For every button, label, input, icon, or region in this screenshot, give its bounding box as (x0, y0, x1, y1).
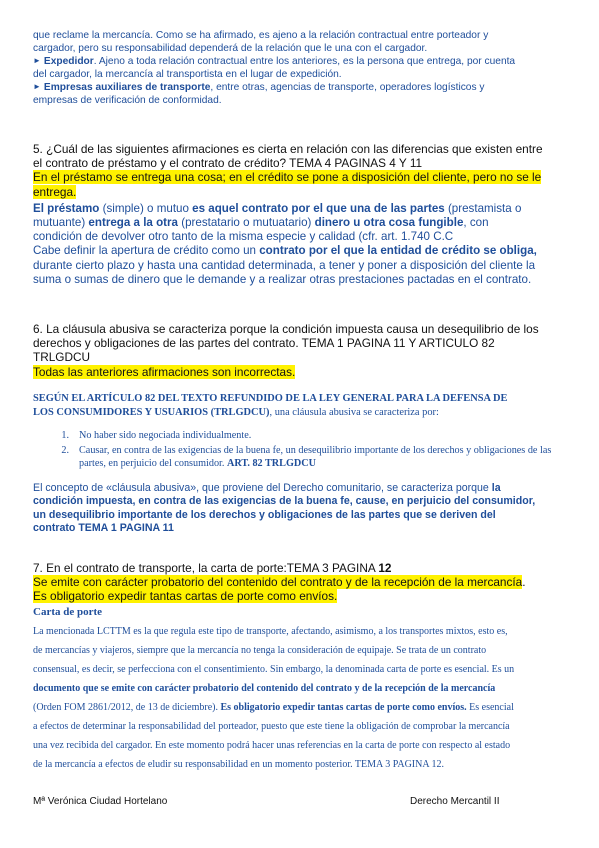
footer-subject: Derecho Mercantil II (410, 796, 500, 807)
q7-para-bold: documento que se emite con carácter probatorio del contenido del contrato y de la recepción de la mercancía (33, 682, 496, 694)
q5-exp-b2: es aquel contrato por el que una de las partes (192, 201, 445, 215)
q7-answer-l2: Es obligatorio expedir tantas cartas de porte como envíos. (33, 589, 338, 604)
q7-para-line: consensual, es decir, se perfecciona con el consentimiento. Sin embargo, la denominada carta de porte es esencial. Es un (33, 663, 515, 675)
q7-para-line: a efectos de determinar la responsabilidad del porteador, puesto que este tiene la obligación de comprobar la mercancía (33, 720, 510, 732)
list-item-number: 2. (61, 444, 69, 456)
list-item-text (79, 444, 568, 470)
list-item (33, 429, 568, 442)
list-item-text: No haber sido negociada individualmente. (79, 429, 252, 441)
q7-heading: Carta de porte (33, 605, 103, 618)
q6-question-l2: derechos y obligaciones de las partes del contrato. TEMA 1 PAGINA 11 Y ARTICULO 82 (33, 336, 495, 351)
q6-reference (33, 392, 568, 420)
top-line: cargador, pero su responsabilidad dependerá de la relación que le una con el cargador. (33, 42, 428, 54)
top-section (33, 30, 568, 108)
q7-question (33, 561, 568, 575)
q6-answer-text: Todas las anteriores afirmaciones son incorrectas. (33, 364, 296, 379)
q7-para-t5b: Es esencial (466, 701, 514, 713)
question-5 (33, 142, 568, 287)
q5-answer-l1: En el préstamo se entrega una cosa; en el crédito se pone a disposición del cliente, pero no se le (33, 170, 542, 185)
q5-exp-b3: entrega a la otra (88, 216, 178, 230)
q5-exp-line4 (33, 244, 568, 258)
q6-concept-b1: la (491, 481, 501, 494)
q7-answer-1 (33, 575, 568, 589)
aux-text: , entre otras, agencias de transporte, operadores logísticos y (210, 82, 485, 94)
q6-concept-line4: contrato TEMA 1 PAGINA 11 (33, 522, 174, 535)
q5-exp-t5: , con (463, 216, 489, 230)
q7-answer-2 (33, 589, 568, 603)
q5-exp-b5: contrato por el que la entidad de crédito se obliga, (259, 244, 537, 258)
q7-question-text: 7. En el contrato de transporte, la carta de porte:TEMA 3 PAGINA (33, 561, 379, 575)
list-item (33, 444, 568, 470)
list-item-bold: ART. 82 TRLGDCU (226, 457, 316, 469)
q7-para-line-mixed (33, 698, 568, 717)
q7-para-b2: Es obligatorio expedir tantas cartas de porte como envíos. (220, 701, 467, 713)
q6-question-l1: 6. La cláusula abusiva se caracteriza porque la condición impuesta causa un desequilibrio de los (33, 322, 539, 336)
q7-answer-l1-end: . (522, 575, 526, 590)
q6-question-l3: TRLGDCU (33, 350, 91, 365)
q6-ref-line1: SEGÚN EL ARTÍCULO 82 DEL TEXTO REFUNDIDO DE LA LEY GENERAL PARA LA DEFENSA DE (33, 392, 508, 404)
q5-exp-b1: El préstamo (33, 201, 100, 215)
q5-exp-t6: Cabe definir la apertura de crédito como un (33, 244, 260, 258)
bullet-icon: ► (33, 82, 41, 92)
q7-para-line: una vez recibida del cargador. En este momento podrá hacer unas referencias en la carta de porte con respecto al estado (33, 739, 511, 751)
q5-exp-line2 (33, 216, 568, 230)
q7-question-bold: 12 (378, 561, 392, 575)
top-line: que reclame la mercancía. Como se ha afirmado, es ajeno a la relación contractual entre porteador y (33, 30, 489, 41)
q7-para-line: La mencionada LCTTM es la que regula este tipo de transporte, afectando, asimismo, a los transportes mixtos, esto es, (33, 625, 508, 637)
q7-paragraph (33, 622, 568, 774)
q5-exp-line3: condición de devolver otro tanto de la misma especie y calidad (cfr. art. 1.740 C.C (33, 230, 454, 244)
q6-ref-b2: LOS CONSUMIDORES Y USUARIOS (TRLGDCU) (33, 406, 270, 418)
q6-concept-t1: El concepto de «cláusula abusiva», que proviene del Derecho comunitario, se caracteriza porque (33, 481, 492, 494)
q5-answer-l2: entrega. (33, 184, 77, 199)
aux-paragraph (33, 81, 568, 95)
q5-exp-t2: (prestamista o (444, 201, 522, 215)
q7-para-line: de mercancías y viajeros, siempre que la mercancía no tenga la consideración de equipaje. Se trata de un contrato (33, 644, 487, 656)
q5-exp-line6: suma o sumas de dinero que le demande y a realizar otras prestaciones pactadas en el contrato. (33, 272, 532, 286)
footer-author: Mª Verónica Ciudad Hortelano (33, 796, 168, 807)
q7-answer-l1: Se emite con carácter probatorio del contenido del contrato y de la recepción de la mercancía (33, 575, 523, 590)
list-item-number: 1. (61, 429, 69, 441)
q6-concept (33, 482, 568, 536)
q5-explanation (33, 202, 568, 287)
expedidor-text: . Ajeno a toda relación contractual entre los anteriores, es la persona que entrega, por cuenta (93, 56, 516, 68)
expedidor-paragraph (33, 55, 568, 69)
q6-ref-line2 (33, 406, 568, 420)
q5-question-l2: el contrato de préstamo y el contrato de crédito? TEMA 4 PAGINAS 4 Y 11 (33, 156, 423, 171)
bullet-icon: ► (33, 56, 41, 66)
q6-concept-line1 (33, 482, 568, 495)
q5-answer (33, 170, 568, 184)
expedidor-label: Expedidor (43, 56, 94, 68)
aux-label: Empresas auxiliares de transporte (43, 82, 211, 94)
q7-para-t5a: (Orden FOM 2861/2012, de 13 de diciembre). (33, 701, 221, 713)
q6-list (33, 429, 568, 470)
q6-ref-t2: , una cláusula abusiva se caracteriza por: (269, 406, 439, 418)
aux-line2: empresas de verificación de conformidad. (33, 94, 222, 106)
q6-concept-line3: un desequilibrio importante de los derechos y obligaciones de las partes que se deriven del (33, 508, 496, 521)
q5-exp-b4: dinero u otra cosa fungible (314, 216, 464, 230)
q5-exp-line1 (33, 202, 568, 216)
q7-para-line: de la mercancía a efectos de eludir su responsabilidad en un momento posterior. TEMA 3 PAGINA 12. (33, 758, 445, 770)
q5-exp-line5: durante cierto plazo y hasta una cantidad determinada, a tener y poner a disposición del cliente la (33, 258, 536, 272)
q5-answer-2 (33, 185, 568, 199)
question-6 (33, 322, 568, 535)
expedidor-line2: del cargador, la mercancía al transportista en el lugar de expedición. (33, 68, 342, 80)
q5-exp-t1: (simple) o mutuo (99, 201, 193, 215)
q5-exp-t3: mutuante) (33, 216, 89, 230)
question-7 (33, 561, 568, 774)
list-item-text-part: Causar, en contra de las exigencias de la buena fe, un desequilibrio importante de los derechos y obligaciones de las partes, en perjuicio del consumidor. (79, 444, 552, 469)
q6-answer (33, 365, 568, 379)
q5-exp-t4: (prestatario o mutuatario) (178, 216, 315, 230)
q5-question-l1: 5. ¿Cuál de las siguientes afirmaciones es cierta en relación con las diferencias que existen entre (33, 142, 543, 156)
q6-concept-line2: condición impuesta, en contra de las exigencias de la buena fe, cause, en perjuicio del consumidor, (33, 495, 536, 508)
